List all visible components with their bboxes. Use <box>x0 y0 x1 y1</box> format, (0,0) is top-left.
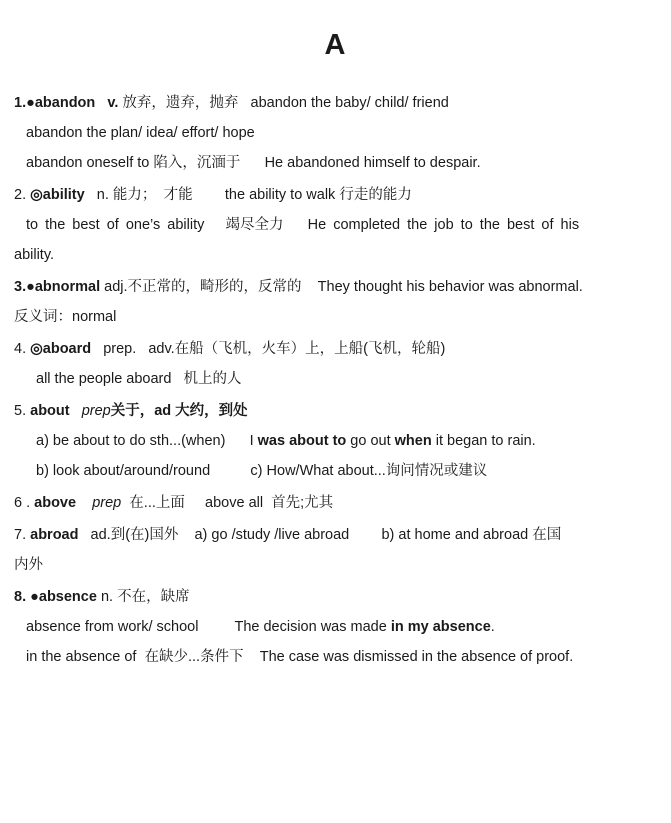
entry-text: n. 不在，缺席 <box>96 588 190 605</box>
entry-line <box>14 612 657 642</box>
entry-text: The case was dismissed in the absence of proof. <box>243 648 574 665</box>
entry-text <box>225 433 249 449</box>
entry-text: to the best of one’s ability 竭尽全力 <box>26 216 284 233</box>
entry-line <box>14 180 657 210</box>
dictionary-entry <box>14 334 657 394</box>
entry-text: They thought his behavior was abnormal. <box>301 278 583 295</box>
entry-line <box>14 396 657 426</box>
entry-text: about <box>30 402 70 419</box>
entry-text: prep. adv.在船（飞机，火车）上，上船(飞机，轮船) <box>91 340 446 357</box>
dictionary-entry <box>14 180 657 270</box>
entry-text: 关于，ad 大约，到处 <box>110 402 248 419</box>
entry-line <box>14 272 657 302</box>
entry-line <box>14 148 657 178</box>
entry-line <box>14 88 657 118</box>
entry-text: a) go /study /live abroad <box>178 526 350 543</box>
entry-line <box>14 426 657 456</box>
entry-text: 在...上面 <box>121 494 185 511</box>
dictionary-entry <box>14 582 657 672</box>
entry-text: n. 能力； 才能 <box>84 186 193 203</box>
entry-text: was about to <box>257 432 347 449</box>
entry-text: ad.到(在)国外 <box>78 526 179 543</box>
entry-text: 6 . <box>14 494 35 511</box>
entry-line <box>14 240 657 270</box>
entry-text: The decision was made <box>198 618 391 635</box>
entry-line <box>14 520 657 550</box>
entry-text: He abandoned himself to despair. <box>264 154 481 171</box>
dictionary-entry <box>14 488 657 518</box>
entry-text: b) look about/around/round <box>36 462 211 479</box>
entry-text <box>95 95 107 111</box>
entry-text: all the people aboard 机上的人 <box>36 370 242 387</box>
entry-text: go out <box>346 432 395 449</box>
entry-text: 放弃，遗弃，抛弃 <box>118 94 239 111</box>
entry-text: 内外 <box>14 556 43 573</box>
entry-text: 5. <box>14 402 31 419</box>
entry-text: b) at home and abroad 在国 <box>349 526 562 543</box>
entry-text: above all 首先;尤其 <box>184 494 334 511</box>
dictionary-entry <box>14 396 657 486</box>
dictionary-entry <box>14 88 657 178</box>
entry-line <box>14 364 657 394</box>
entry-text: when <box>394 432 432 449</box>
entry-line <box>14 582 657 612</box>
entry-text: ability. <box>14 246 55 263</box>
entry-text: 反义词：normal <box>14 308 117 325</box>
entry-text: I <box>249 432 258 449</box>
entry-text: 1.●abandon <box>14 94 96 111</box>
entry-line <box>14 334 657 364</box>
entry-text: 2. <box>14 186 31 203</box>
entry-text <box>240 155 264 171</box>
dictionary-entry <box>14 272 657 332</box>
entry-text: the ability to walk 行走的能力 <box>192 186 412 203</box>
entry-text: . <box>490 618 495 635</box>
entry-text: He completed the job to the best of his <box>307 216 580 233</box>
entry-text: prep <box>92 494 122 511</box>
entry-text: 8. ●absence <box>14 588 97 605</box>
entry-line <box>14 302 657 332</box>
page-title: A <box>324 29 347 61</box>
entry-line <box>14 456 657 486</box>
entry-text: abandon the baby/ child/ friend <box>238 94 449 111</box>
entry-text: c) How/What about...询问情况或建议 <box>210 462 488 479</box>
entry-text: abandon oneself to 陷入，沉湎于 <box>26 154 241 171</box>
entry-text: prep <box>81 402 111 419</box>
entry-line <box>14 488 657 518</box>
entry-text: in my absence <box>390 618 491 635</box>
entry-line <box>14 210 657 240</box>
dictionary-entry-list <box>14 88 657 672</box>
entry-text: it began to rain. <box>431 432 536 449</box>
entry-text <box>283 217 307 233</box>
entry-text: abandon the plan/ idea/ effort/ hope <box>26 124 255 141</box>
entry-text: v. <box>107 94 119 111</box>
entry-text: ◎ability <box>30 186 85 203</box>
entry-text: 3.●abnormal <box>14 278 101 295</box>
entry-text: adj.不正常的，畸形的，反常的 <box>100 278 302 295</box>
entry-text: above <box>34 494 77 511</box>
entry-text: 4. <box>14 340 31 357</box>
entry-text <box>76 495 92 511</box>
entry-text: a) be about to do sth...(when) <box>36 432 226 449</box>
entry-text: ◎aboard <box>30 340 92 357</box>
entry-line <box>14 642 657 672</box>
dictionary-entry <box>14 520 657 580</box>
entry-text: in the absence of 在缺少...条件下 <box>26 648 244 665</box>
entry-text <box>70 403 82 419</box>
entry-line <box>14 550 657 580</box>
entry-text: abroad <box>30 526 79 543</box>
entry-text: 7. <box>14 526 31 543</box>
entry-line <box>14 118 657 148</box>
entry-text: absence from work/ school <box>26 618 199 635</box>
